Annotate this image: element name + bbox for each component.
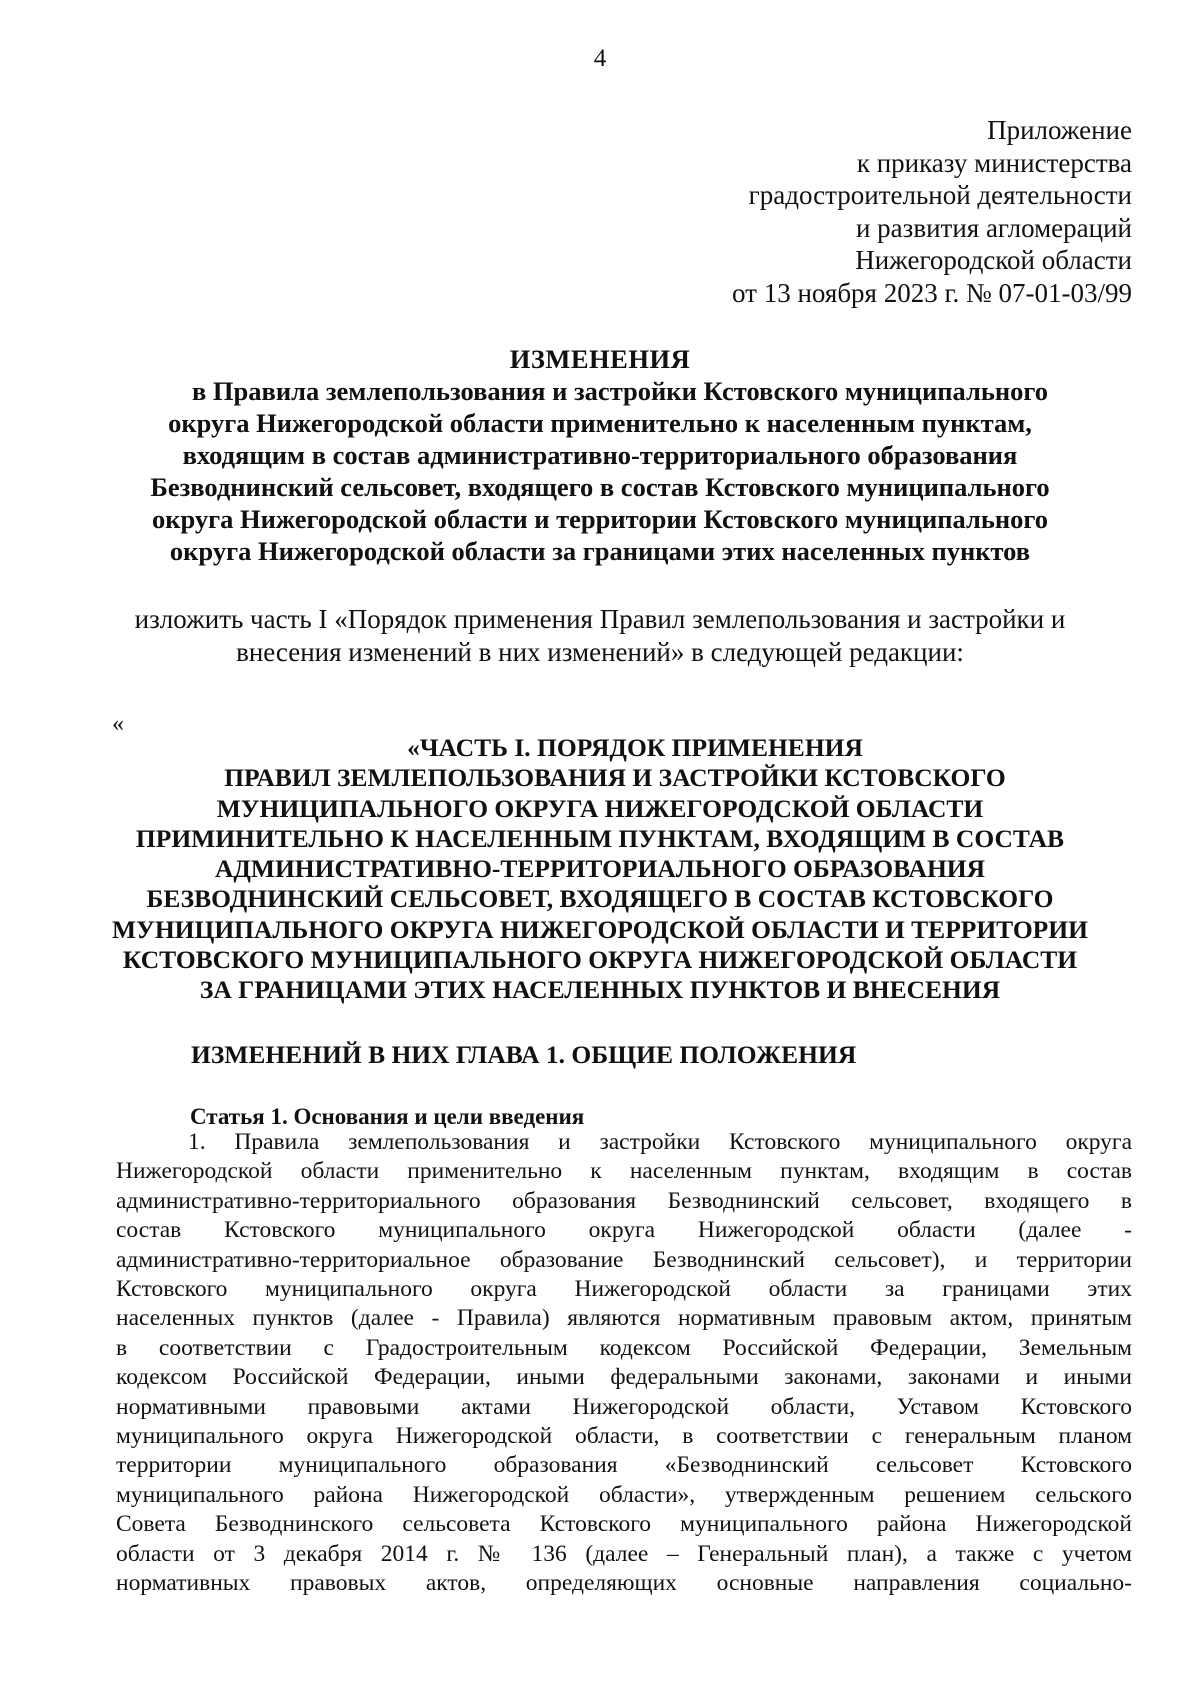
appendix-line: Приложение xyxy=(987,115,1132,145)
body-line: территории муниципального образования «Безводнинский сельсовет Кстовского xyxy=(116,1452,1132,1479)
part-title-line: БЕЗВОДНИНСКИЙ СЕЛЬСОВЕТ, ВХОДЯЩЕГО В СОСТАВ КСТОВСКОГО xyxy=(146,884,1054,914)
chapter-title: ИЗМЕНЕНИЙ В НИХ ГЛАВА 1. ОБЩИЕ ПОЛОЖЕНИЯ xyxy=(191,1040,857,1069)
intro-paragraph xyxy=(80,603,1120,669)
appendix-header xyxy=(732,114,1132,309)
body-line: муниципального округа Нижегородской области, в соответствии с генеральным планом xyxy=(116,1423,1132,1450)
page-number: 4 xyxy=(593,45,607,72)
part-title-line: ПРИМИНИТЕЛЬНО К НАСЕЛЕННЫМ ПУНКТАМ, ВХОДЯЩИМ В СОСТАВ xyxy=(135,823,1065,853)
document-title xyxy=(100,343,1100,567)
appendix-line: к приказу министерства xyxy=(856,147,1132,178)
part-title-line: АДМИНИСТРАТИВНО-ТЕРРИТОРИАЛЬНОГО ОБРАЗОВАНИЯ xyxy=(214,854,986,884)
body-line: нормативных правовых актов, определяющих основные направления социально- xyxy=(116,1570,1132,1597)
title-line: входящим в состав административно-территориального образования xyxy=(182,440,1018,470)
intro-line: внесения изменений в них изменений» в следующей редакции: xyxy=(236,637,964,667)
title-line: Безводнинский сельсовет, входящего в состав Кстовского муниципального xyxy=(150,472,1050,502)
intro-line: изложить часть I «Порядок применения Правил землепользования и застройки и xyxy=(134,604,1066,634)
part-title-line: КСТОВСКОГО МУНИЦИПАЛЬНОГО ОКРУГА НИЖЕГОРОДСКОЙ ОБЛАСТИ xyxy=(122,945,1078,975)
body-line: Совета Безводнинского сельсовета Кстовского муниципального района Нижегородской xyxy=(116,1511,1132,1538)
article-title: Статья 1. Основания и цели введения xyxy=(190,1104,585,1129)
body-line: кодексом Российской Федерации, иными федеральными законами, законами и иными xyxy=(116,1364,1132,1391)
article-body xyxy=(116,1128,1132,1599)
body-line: нормативными правовыми актами Нижегородской области, Уставом Кстовского xyxy=(116,1393,1132,1420)
body-line: в соответствии с Градостроительным кодексом Российской Федерации, Земельным xyxy=(116,1334,1132,1361)
body-line: состав Кстовского муниципального округа Нижегородской области (далее - xyxy=(116,1217,1132,1244)
appendix-line: от 13 ноября 2023 г. № 07-01-03/99 xyxy=(732,277,1132,308)
body-line: 1. Правила землепользования и застройки Кстовского муниципального округа xyxy=(188,1129,1132,1155)
part-title-line: МУНИЦИПАЛЬНОГО ОКРУГА НИЖЕГОРОДСКОЙ ОБЛАСТИ И ТЕРРИТОРИИ xyxy=(112,914,1088,944)
title-line: округа Нижегородской области и территории Кстовского муниципального xyxy=(151,504,1049,534)
part-title-line: «ЧАСТЬ I. ПОРЯДОК ПРИМЕНЕНИЯ xyxy=(407,733,863,762)
title-line: в Правила землепользования и застройки Кстовского муниципального xyxy=(192,376,1048,406)
part-title-line: ПРАВИЛ ЗЕМЛЕПОЛЬЗОВАНИЯ И ЗАСТРОЙКИ КСТОВСКОГО xyxy=(224,763,1006,793)
title-line: округа Нижегородской области применительно к населенным пунктам, xyxy=(168,408,1032,438)
body-line: населенных пунктов (далее - Правила) являются нормативным правовым актом, принятым xyxy=(116,1305,1132,1332)
appendix-line: и развития агломераций xyxy=(855,212,1132,243)
body-line: Нижегородской области применительно к населенным пунктам, входящим в состав xyxy=(116,1158,1132,1185)
part-title-line: ЗА ГРАНИЦАМИ ЭТИХ НАСЕЛЕННЫХ ПУНКТОВ И ВНЕСЕНИЯ xyxy=(199,975,1001,1005)
body-line: административно-территориального образования Безводнинский сельсовет, входящего в xyxy=(116,1187,1132,1214)
body-line: муниципального района Нижегородской области», утвержденным решением сельского xyxy=(116,1481,1132,1508)
opening-quote-mark: « xyxy=(112,711,124,737)
body-line: административно-территориальное образование Безводнинский сельсовет), и территории xyxy=(116,1246,1132,1273)
appendix-line: Нижегородской области xyxy=(855,245,1132,275)
part-title xyxy=(100,733,1100,1006)
part-title-line: МУНИЦИПАЛЬНОГО ОКРУГА НИЖЕГОРОДСКОЙ ОБЛАСТИ xyxy=(216,793,984,823)
body-line: Кстовского муниципального округа Нижегородской области за границами этих xyxy=(116,1276,1132,1303)
title-heading: ИЗМЕНЕНИЯ xyxy=(509,344,691,374)
title-line: округа Нижегородской области за границами этих населенных пунктов xyxy=(169,536,1031,566)
appendix-line: градостроительной деятельности xyxy=(748,180,1132,210)
body-line: области от 3 декабря 2014 г. № 136 (далее – Генеральный план), а также с учетом xyxy=(116,1540,1132,1567)
